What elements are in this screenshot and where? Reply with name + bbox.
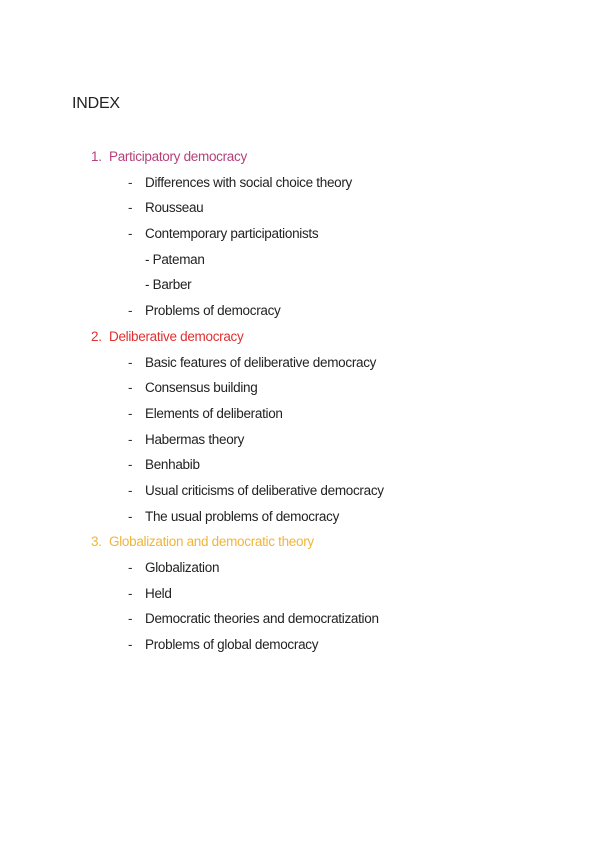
list-item-text: Benhabib (145, 457, 200, 473)
bullet-dash: - (128, 585, 133, 601)
bullet-dash: - (128, 200, 133, 216)
sub-list-item (0, 277, 600, 303)
table-of-contents (0, 149, 600, 663)
list-item-text: Contemporary participationists (145, 226, 319, 242)
list-item (0, 175, 600, 201)
bullet-dash: - (128, 482, 133, 498)
sub-list-item (0, 252, 600, 278)
list-item-text: Held (145, 585, 172, 601)
list-item (0, 200, 600, 226)
bullet-dash: - (128, 611, 133, 627)
list-item (0, 432, 600, 458)
list-item (0, 226, 600, 252)
list-item-text: Elements of deliberation (145, 405, 283, 421)
list-item-text: Usual criticisms of deliberative democracy (145, 482, 384, 498)
section-number: 1. (91, 149, 102, 164)
bullet-dash: - (128, 457, 133, 473)
bullet-dash: - (128, 174, 133, 190)
list-item-text: Basic features of deliberative democracy (145, 354, 377, 370)
sub-list-item-text: - Pateman (145, 251, 205, 267)
list-item (0, 406, 600, 432)
bullet-dash: - (128, 380, 133, 396)
list-item-text: Consensus building (145, 380, 258, 396)
list-item (0, 355, 600, 381)
list-item-text: The usual problems of democracy (145, 508, 340, 524)
section-number: 2. (91, 328, 102, 344)
bullet-dash: - (128, 405, 133, 421)
bullet-dash: - (128, 508, 133, 524)
section-title: Globalization and democratic theory (109, 534, 314, 550)
list-item-text: Problems of global democracy (145, 637, 319, 653)
list-item-text: Rousseau (145, 200, 204, 216)
bullet-dash: - (128, 560, 133, 575)
bullet-dash: - (128, 637, 133, 653)
list-item (0, 380, 600, 406)
list-item-text: Globalization (145, 560, 220, 575)
list-item-text: Habermas theory (145, 431, 245, 447)
list-item (0, 586, 600, 612)
list-item (0, 483, 600, 509)
list-item (0, 457, 600, 483)
bullet-dash: - (128, 226, 133, 242)
list-item (0, 303, 600, 329)
section-heading (0, 149, 600, 175)
list-item-text: Problems of democracy (145, 303, 281, 319)
section-heading (0, 329, 600, 355)
list-item (0, 509, 600, 535)
list-item (0, 560, 600, 586)
index-heading: INDEX (72, 95, 120, 112)
list-item-text: Differences with social choice theory (145, 174, 353, 190)
list-item (0, 611, 600, 637)
section-title: Deliberative democracy (109, 328, 244, 344)
bullet-dash: - (128, 303, 133, 319)
section-title: Participatory democracy (109, 149, 247, 164)
section-number: 3. (91, 534, 102, 550)
list-item-text: Democratic theories and democratization (145, 611, 379, 627)
section-heading (0, 534, 600, 560)
list-item (0, 637, 600, 663)
sub-list-item-text: - Barber (145, 277, 192, 293)
bullet-dash: - (128, 354, 133, 370)
bullet-dash: - (128, 431, 133, 447)
